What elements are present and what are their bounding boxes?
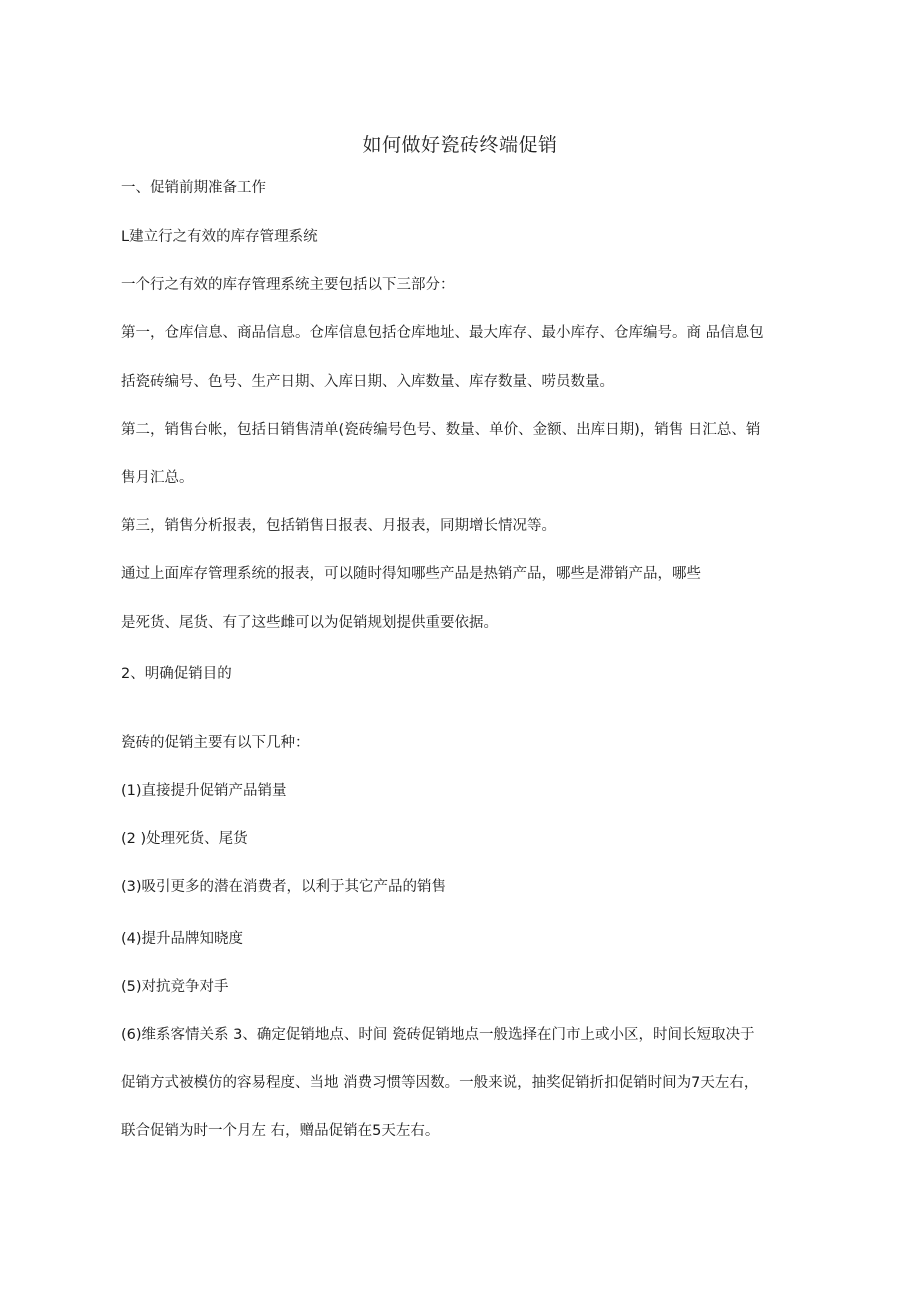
list-item: (2 )处理死货、尾货: [121, 831, 248, 847]
list-item: (6)维系客情关系 3、确定促销地点、时间 瓷砖促销地点一般选择在门市上或小区，时间长短取决于: [121, 1027, 755, 1043]
list-item: (4)提升品牌知晓度: [121, 931, 244, 947]
list-item: (3)吸引更多的潜在消费者，以利于其它产品的销售: [121, 879, 447, 895]
subheading-promotion-goal: 2、明确促销目的: [121, 666, 232, 682]
list-item: (1)直接提升促销产品销量: [121, 783, 287, 799]
paragraph-line: 第三，销售分析报表，包括销售日报表、月报表，同期增长情况等。: [121, 518, 556, 534]
paragraph-line: 联合促销为时一个月左 右，赠品促销在5天左右。: [121, 1123, 440, 1139]
paragraph-line: 售月汇总。: [121, 470, 194, 486]
paragraph-line: 一个行之有效的库存管理系统主要包括以下三部分：: [121, 277, 455, 293]
paragraph-line: 通过上面库存管理系统的报表，可以随时得知哪些产品是热销产品，哪些是滞销产品，哪些: [121, 566, 701, 582]
paragraph-line: 括瓷砖编号、色号、生产日期、入库日期、入库数量、库存数量、唠员数量。: [121, 374, 614, 390]
document-title: 如何做好瓷砖终端促销: [362, 134, 558, 156]
paragraph-line: 第一，仓库信息、商品信息。仓库信息包括仓库地址、最大库存、最小库存、仓库编号。商 品信息包: [121, 325, 764, 341]
section-heading-preparation: 一、促销前期准备工作: [121, 180, 266, 196]
paragraph-line: 瓷砖的促销主要有以下几种：: [121, 735, 310, 751]
list-item: (5)对抗竞争对手: [121, 979, 229, 995]
paragraph-line: 促销方式被模仿的容易程度、当地 消费习惯等因数。一般来说，抽奖促销折扣促销时间为7天左右，: [121, 1075, 759, 1091]
subheading-inventory-system: L建立行之有效的库存管理系统: [121, 229, 318, 245]
paragraph-line: 是死货、尾货、有了这些雌可以为促销规划提供重要依据。: [121, 615, 498, 631]
paragraph-line: 第二，销售台帐，包括日销售清单(瓷砖编号色号、数量、单价、金额、出库日期)，销售 日汇总、销: [121, 422, 761, 438]
